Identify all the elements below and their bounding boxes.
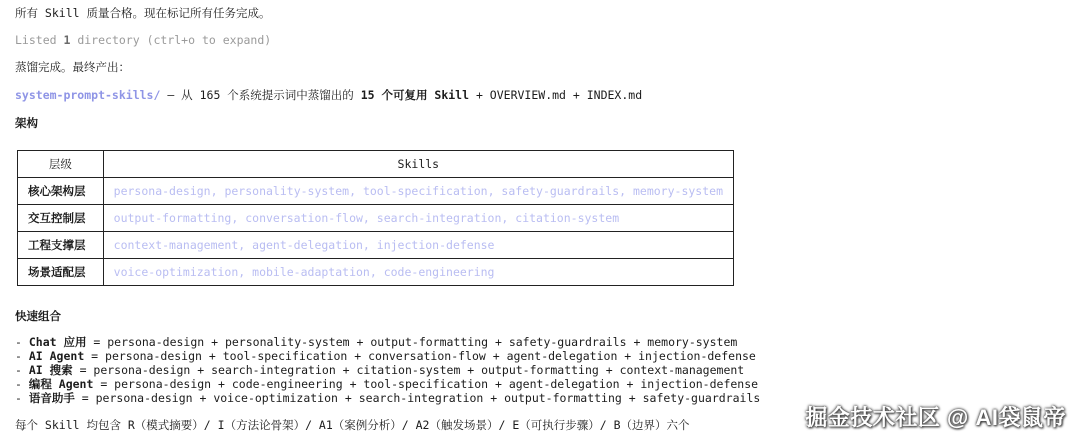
architecture-heading: 架构 [15, 116, 38, 130]
table-row [18, 178, 734, 205]
skill-separator: , [362, 211, 377, 225]
table-row [18, 259, 734, 286]
architecture-table [17, 150, 734, 286]
output-line [15, 88, 642, 102]
output-skill-count: 15 个可复用 Skill [360, 88, 470, 102]
output-text-1: — 从 165 个系统提示词中蒸馏出的 [160, 88, 361, 102]
combo-formula: = persona-design + voice-optimization + search-integration + output-formatting + safety-guardrails [74, 391, 761, 405]
layer-skills [103, 259, 733, 286]
skill-link[interactable]: output-formatting [113, 211, 232, 225]
skill-link[interactable]: search-integration [376, 211, 502, 225]
output-dir-link[interactable]: system-prompt-skills/ [15, 88, 161, 102]
skill-link[interactable]: citation-system [515, 211, 620, 225]
footer-line: 每个 Skill 均包含 R（模式摘要）/ I（方法论骨架）/ A1（案例分析）/ A2（触发场景）/ E（可执行步骤）/ B（边界）六个 [15, 418, 690, 432]
combo-bullet: - [15, 335, 29, 349]
layer-skills [103, 178, 733, 205]
combo-name: AI 搜索 [28, 363, 73, 377]
layer-skills [103, 205, 733, 232]
combos-heading: 快速组合 [15, 309, 61, 323]
header-skills: Skills [103, 151, 733, 178]
combo-item [15, 377, 758, 391]
table-row [18, 232, 734, 259]
combo-bullet: - [15, 363, 29, 377]
combo-bullet: - [15, 349, 29, 363]
combo-name: AI Agent [28, 349, 85, 363]
skill-link[interactable]: personality-system [224, 184, 350, 198]
combo-name: 编程 Agent [28, 377, 94, 391]
layer-name: 核心架构层 [18, 178, 104, 205]
listed-prefix: Listed [15, 33, 64, 47]
listed-suffix: directory (ctrl+o to expand) [70, 33, 272, 47]
skill-separator: , [238, 238, 253, 252]
skill-link[interactable]: voice-optimization [113, 265, 239, 279]
skill-link[interactable]: safety-guardrails [501, 184, 620, 198]
skill-link[interactable]: tool-specification [362, 184, 488, 198]
listed-directory-line[interactable] [15, 33, 271, 47]
skill-link[interactable]: persona-design [113, 184, 211, 198]
combo-formula: = persona-design + personality-system + output-formatting + safety-guardrails + memory-system [86, 335, 738, 349]
skill-separator: , [487, 184, 502, 198]
status-line: 所有 Skill 质量合格。现在标记所有任务完成。 [15, 6, 271, 20]
skill-link[interactable]: memory-system [632, 184, 723, 198]
listed-count: 1 [63, 33, 71, 47]
skill-link[interactable]: mobile-adaptation [252, 265, 370, 279]
done-line: 蒸馏完成。最终产出： [15, 60, 130, 74]
skill-separator: , [619, 184, 633, 198]
skill-separator: , [210, 184, 225, 198]
output-text-2: + OVERVIEW.md + INDEX.md [469, 88, 643, 102]
combo-formula: = persona-design + code-engineering + tool-specification + agent-delegation + injection-defense [93, 377, 759, 391]
table-row [18, 205, 734, 232]
combo-bullet: - [15, 377, 29, 391]
skill-separator: , [349, 184, 363, 198]
layer-name: 工程支撑层 [18, 232, 104, 259]
skill-separator: , [369, 265, 384, 279]
skill-separator: , [501, 211, 516, 225]
watermark: 掘金技术社区 @ AI袋鼠帝 [805, 405, 1066, 430]
combo-name: 语音助手 [28, 391, 75, 405]
skill-link[interactable]: injection-defense [376, 238, 495, 252]
skill-link[interactable]: agent-delegation [252, 238, 363, 252]
combo-bullet: - [15, 391, 29, 405]
skill-link[interactable]: context-management [113, 238, 239, 252]
combo-item [15, 349, 756, 363]
combo-name: Chat 应用 [28, 335, 87, 349]
layer-skills [103, 232, 733, 259]
layer-name: 交互控制层 [18, 205, 104, 232]
combo-item [15, 391, 760, 405]
combo-formula: = persona-design + search-integration + citation-system + output-formatting + context-management [72, 363, 745, 377]
skill-link[interactable]: code-engineering [383, 265, 495, 279]
skill-separator: , [238, 265, 253, 279]
header-layer: 层级 [18, 151, 104, 178]
combo-item [15, 363, 744, 377]
skill-separator: , [362, 238, 377, 252]
table-header-row [18, 151, 734, 178]
skill-separator: , [231, 211, 246, 225]
layer-name: 场景适配层 [18, 259, 104, 286]
combo-item [15, 335, 737, 349]
combo-formula: = persona-design + tool-specification + conversation-flow + agent-delegation + injection-defense [84, 349, 756, 363]
skill-link[interactable]: conversation-flow [245, 211, 363, 225]
